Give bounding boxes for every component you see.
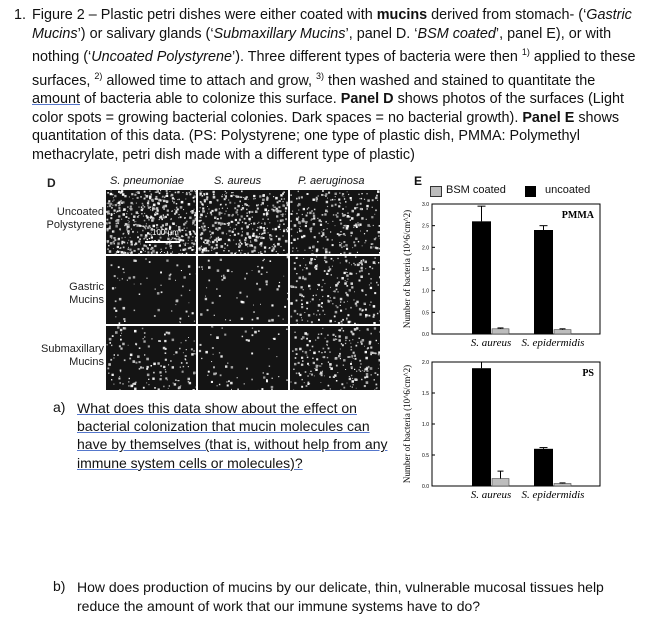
y-tick-label: 1.0 (422, 288, 429, 295)
question-1-segment: amount (32, 90, 80, 107)
scale-bar (145, 241, 180, 243)
y-tick-label: 3.0 (422, 202, 429, 208)
y-tick-label: 2.0 (422, 360, 429, 366)
question-1-segment: 1) (521, 47, 530, 58)
question-1-segment: 2) (94, 70, 103, 81)
micrograph (106, 190, 196, 254)
question-1-segment: Panel D (340, 90, 394, 107)
bar-bsm (492, 479, 509, 486)
legend-swatch-uncoated (525, 186, 536, 197)
y-tick-label: 1.5 (422, 267, 429, 273)
y-tick-label: 1.5 (422, 391, 429, 397)
column-title-s-aureus: S. aureus (214, 175, 262, 187)
question-1-segment: then washed and stained to quantitate the (324, 72, 596, 89)
chart-title: PMMA (561, 210, 594, 221)
y-tick-label: 0.0 (422, 484, 429, 490)
bar-uncoated (472, 221, 491, 334)
scale-bar-label: 100 µm (152, 228, 179, 237)
question-1-segment: of bacteria able to colonize this surface. (80, 90, 341, 107)
category-label: S. aureus (470, 337, 512, 349)
chart-title: PS (582, 368, 594, 379)
panel-e-label: E (414, 174, 423, 188)
question-b-label: b) (53, 578, 66, 594)
question-1-segment: mucins (376, 7, 428, 23)
y-tick-label: 2.5 (422, 223, 429, 230)
y-axis-label: Number of bacteria (10^6/cm^2) (402, 209, 412, 329)
micrograph (106, 326, 196, 390)
question-a-text: What does this data show about the effect on bacterial colonization that mucin molecules can have by themselves (that is, without help from any immune system cells or molecules)? (77, 400, 388, 471)
row-label-submaxillary: Submaxillary Mucins (41, 343, 104, 368)
y-tick-label: 0.0 (422, 332, 429, 338)
column-title-p-aeruginosa: P. aeruginosa (298, 175, 365, 187)
question-1-segment: Panel E (522, 109, 575, 126)
question-a-label: a) (53, 399, 66, 415)
question-1-segment: Uncoated Polystyrene (91, 48, 232, 65)
y-tick-label: 0.5 (422, 453, 429, 459)
bar-bsm (492, 329, 509, 334)
bar-uncoated (534, 230, 553, 334)
bar-bsm (554, 330, 571, 334)
legend-bsm-label: BSM coated (446, 184, 506, 196)
question-1-segment: Gastric Mucins (32, 7, 632, 42)
legend-uncoated-label: uncoated (545, 184, 591, 196)
category-label: S. epidermidis (521, 337, 585, 349)
question-1-segment: applied to these surfaces, (32, 48, 636, 89)
micrograph (290, 326, 380, 390)
column-title-s-pneumoniae: S. pneumoniae (110, 175, 184, 187)
y-tick-label: 0.5 (422, 310, 429, 317)
question-1-segment: derived from stomach- (‘ (427, 7, 587, 23)
question-number: 1. (14, 7, 27, 23)
micrograph (106, 256, 196, 324)
question-1-segment: shows photos of the surfaces (Light color spots = growing bacterial colonies. Dark spaces = no bacterial growth). (32, 90, 624, 126)
question-1-segment: ’). Three different types of bacteria were then (232, 48, 522, 65)
question-1-segment: ’) or salivary glands (‘ (77, 25, 214, 42)
micrograph (290, 190, 380, 254)
row-label-uncoated: Uncoated Polystyrene (46, 206, 104, 231)
bar-chart-ps (400, 356, 610, 508)
question-a (77, 399, 397, 472)
micrograph (198, 190, 288, 254)
bar-uncoated (472, 368, 491, 486)
question-1-segment: shows quantitation of this data. (PS: Polystyrene; one type of plastic dish, PMMA: Polymethyl methacrylate, petri dish made with a different type of plastic) (32, 109, 620, 163)
question-1-text (32, 6, 644, 164)
question-1-segment: ’, panel D. ‘ (345, 25, 418, 42)
y-axis-label: Number of bacteria (10^6/cm^2) (402, 364, 412, 484)
plot-frame (432, 362, 600, 486)
panel-d-label: D (47, 176, 56, 190)
question-1-segment: 3) (316, 70, 325, 81)
bar-bsm (554, 484, 571, 486)
question-1-segment: allowed time to attach and grow, (102, 72, 316, 89)
plot-frame (432, 204, 600, 334)
bar-chart-pmma (400, 198, 610, 356)
question-1-segment: ’, panel E), or with nothing (‘ (32, 25, 612, 65)
category-label: S. aureus (470, 489, 512, 501)
legend-swatch-bsm (430, 186, 442, 197)
row-label-gastric: Gastric Mucins (69, 281, 104, 306)
bar-uncoated (534, 449, 553, 486)
question-1-segment: Submaxillary Mucins (213, 25, 346, 42)
micrograph (198, 256, 288, 324)
micrograph (198, 326, 288, 390)
category-label: S. epidermidis (521, 489, 585, 501)
y-tick-label: 1.0 (422, 422, 429, 428)
question-1-segment: BSM coated (417, 25, 496, 42)
question-1-segment: Figure 2 – Plastic petri dishes were either coated with (32, 7, 377, 23)
micrograph (290, 256, 380, 324)
question-b-text: How does production of mucins by our delicate, thin, vulnerable mucosal tissues help reduce the amount of work that our immune systems have to do? (77, 579, 604, 614)
y-tick-label: 2.0 (422, 245, 429, 252)
